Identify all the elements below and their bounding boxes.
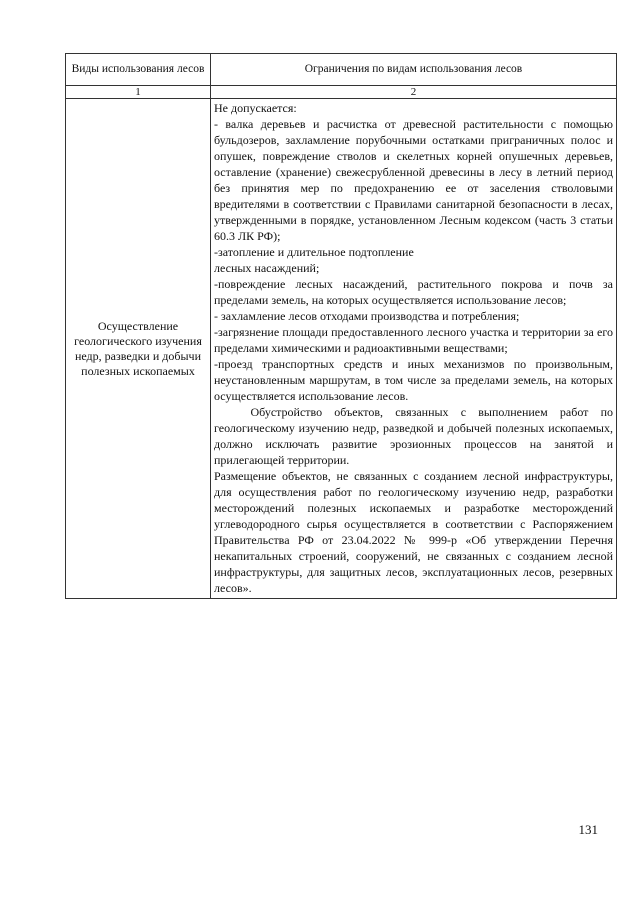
restrictions-table [65,53,617,599]
column-number-1: 1 [66,86,211,99]
restriction-paragraph: -проезд транспортных средств и иных механизмов по произвольным, неустановленным маршрутам, в том числе за пределами земель, на которых осуществляется использование лесов. [214,357,613,403]
restriction-paragraph: Обустройство объектов, связанных с выполнением работ по геологическому изучению недр, разведкой и добычей полезных ископаемых, должно исключать развитие эрозионных процессов на занятой и прилегающей территории. [214,405,616,467]
restriction-paragraph: Не допускается: [214,101,297,115]
restriction-paragraph: лесных насаждений; [214,261,320,275]
column-number-2: 2 [211,86,617,99]
header-forest-use-types: Виды использования лесов [66,54,211,86]
table-header-row [66,54,617,86]
header-restrictions: Ограничения по видам использования лесов [211,54,617,86]
restriction-paragraph: - захламление лесов отходами производства и потребления; [214,309,520,323]
table-row [66,99,617,599]
restrictions-cell [211,99,617,599]
restriction-paragraph: -загрязнение площади предоставленного лесного участка и территории за его пределами химическими и радиоактивными веществами; [214,325,613,355]
activity-type-cell: Осуществление геологического изучения недр, разведки и добычи полезных ископаемых [66,99,211,599]
restriction-paragraph: Размещение объектов, не связанных с созданием лесной инфраструктуры, для осуществления работ по геологическому изучению недр, разработки месторождений полезных ископаемых и разработке месторождений углеводородного сырья осуществляется в соответствии с Распоряжением Правительства РФ от 23.04.2022 № 999-р «Об утверждении Перечня некапитальных строений, сооружений, не связанных с созданием лесной инфраструктуры, для защитных лесов, эксплуатационных лесов, резервных лесов». [214,469,613,595]
page-number: 131 [578,822,598,837]
restriction-paragraph: -повреждение лесных насаждений, растительного покрова и почв за пределами земель, на которых осуществляется использование лесов; [214,277,613,307]
restriction-paragraph: - валка деревьев и расчистка от древесной растительности с помощью бульдозеров, захламление порубочными остатками приграничных полос и опушек, повреждение стволов и скелетных корней опушечных деревьев, оставление (хранение) свежесрубленной древесины в лесу в летний период без принятия мер по предохранению ее от заселения стволовыми вредителями в соответствии с Правилами санитарной безопасности в лесах, утвержденными в порядке, установленном Лесным кодексом (часть 3 статьи 60.3 ЛК РФ); [214,117,613,243]
restriction-paragraph: -затопление и длительное подтопление [214,245,414,259]
column-number-row [66,86,617,99]
